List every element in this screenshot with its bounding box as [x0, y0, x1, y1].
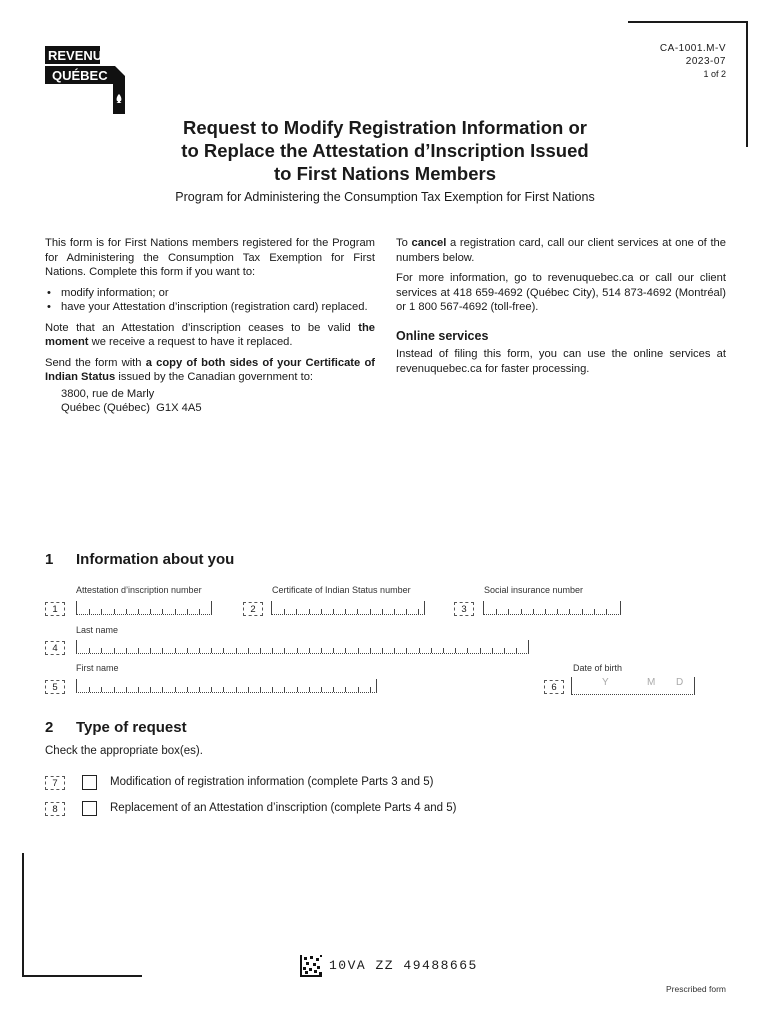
comb-tick: [492, 648, 493, 653]
comb-tick: [101, 648, 102, 653]
form-code-block: [660, 43, 726, 81]
first-name-input[interactable]: [76, 679, 377, 693]
comb-tick: [345, 648, 346, 653]
barcode-number: 10VA ZZ 49488665: [329, 958, 478, 973]
comb-tick: [162, 609, 163, 614]
online-services-paragraph: Instead of filing this form, you can use the online services at revenuquebec.ca for faster processing.: [396, 348, 726, 375]
first-name-label: First name: [76, 663, 119, 673]
comb-tick: [358, 687, 359, 692]
comb-tick: [126, 687, 127, 692]
comb-tick: [370, 648, 371, 653]
corner-mark: [22, 853, 24, 977]
comb-tick: [606, 609, 607, 614]
comb-tick: [309, 648, 310, 653]
comb-tick: [382, 648, 383, 653]
online-services-heading: Online services: [396, 328, 489, 343]
comb-tick: [272, 687, 273, 692]
field-number-1: 1: [45, 602, 65, 616]
comb-tick: [101, 609, 102, 614]
field-number-8: 8: [45, 802, 65, 816]
form-date: 2023-07: [685, 55, 726, 67]
field-number-6: 6: [544, 680, 564, 694]
comb-tick: [431, 648, 432, 653]
field-number-7: 7: [45, 776, 65, 790]
comb-tick: [260, 648, 261, 653]
comb-tick: [358, 648, 359, 653]
intro-right-column: [396, 236, 726, 382]
comb-tick: [272, 648, 273, 653]
mailing-address-line: 3800, rue de Marly: [61, 387, 155, 400]
comb-tick: [211, 648, 212, 653]
send-instructions: Send the form with a copy of both sides of your Certificate of Indian Status issued by the Canadian government to:: [45, 356, 375, 383]
comb-tick: [533, 609, 534, 614]
comb-tick: [211, 687, 212, 692]
comb-tick: [187, 687, 188, 692]
comb-tick: [284, 687, 285, 692]
comb-tick: [418, 609, 419, 614]
comb-tick: [406, 648, 407, 653]
datamatrix-barcode: [300, 955, 322, 977]
comb-tick: [162, 687, 163, 692]
comb-tick: [508, 609, 509, 614]
sin-label: Social insurance number: [484, 585, 584, 595]
last-name-input[interactable]: [76, 640, 529, 654]
intro-paragraph: This form is for First Nations members registered for the Program for Administering the Consumption Tax Exemption for First Nations. Complete this form if you want to:: [45, 237, 375, 278]
comb-tick: [150, 687, 151, 692]
revenu-quebec-logo: [45, 46, 130, 116]
comb-tick: [480, 648, 481, 653]
comb-tick: [357, 609, 358, 614]
comb-tick: [187, 648, 188, 653]
comb-tick: [333, 648, 334, 653]
certificate-number-input[interactable]: [271, 601, 425, 615]
comb-tick: [138, 648, 139, 653]
comb-tick: [89, 687, 90, 692]
form-subtitle: Program for Administering the Consumption Tax Exemption for First Nations: [175, 190, 595, 204]
replacement-checkbox[interactable]: [82, 801, 97, 816]
comb-tick: [345, 687, 346, 692]
comb-tick: [419, 648, 420, 653]
corner-mark: [746, 21, 748, 147]
comb-tick: [138, 609, 139, 614]
comb-tick: [545, 609, 546, 614]
comb-tick: [321, 609, 322, 614]
comb-tick: [333, 609, 334, 614]
comb-tick: [89, 648, 90, 653]
comb-tick: [557, 609, 558, 614]
validity-note: Note that an Attestation d’inscription ceases to be valid the moment we receive a request to have it replaced.: [45, 321, 375, 348]
comb-tick: [199, 687, 200, 692]
attestation-number-label: Attestation d’inscription number: [76, 585, 202, 595]
section-2-instruction: Check the appropriate box(es).: [45, 745, 203, 757]
comb-tick: [467, 648, 468, 653]
comb-tick: [101, 687, 102, 692]
comb-tick: [126, 609, 127, 614]
comb-tick: [248, 687, 249, 692]
section-2-title: Type of request: [76, 719, 187, 736]
section-1-number: 1: [45, 551, 54, 568]
date-of-birth-input[interactable]: [571, 677, 695, 695]
section-1-title: Information about you: [76, 551, 235, 568]
comb-tick: [382, 609, 383, 614]
comb-tick: [248, 648, 249, 653]
comb-tick: [284, 609, 285, 614]
bullet-item: • have your Attestation d’inscription (registration card) replaced.: [61, 300, 375, 315]
comb-tick: [297, 687, 298, 692]
comb-tick: [236, 687, 237, 692]
comb-tick: [394, 609, 395, 614]
corner-mark: [22, 975, 142, 977]
form-title: Request to Modify Registration Information or to Replace the Attestation d’Inscription Issued to First Nations Members: [181, 117, 589, 184]
mailing-address-line: Québec (Québec) G1X 4A5: [61, 402, 202, 414]
website-link[interactable]: revenuquebec.ca: [396, 362, 482, 375]
section-2-number: 2: [45, 719, 54, 736]
comb-tick: [370, 687, 371, 692]
sin-input[interactable]: [483, 601, 621, 615]
comb-tick: [297, 648, 298, 653]
comb-tick: [236, 648, 237, 653]
comb-tick: [296, 609, 297, 614]
comb-tick: [455, 648, 456, 653]
comb-tick: [150, 648, 151, 653]
comb-tick: [284, 648, 285, 653]
comb-tick: [260, 687, 261, 692]
form-code: CA-1001.M-V: [659, 43, 726, 54]
comb-tick: [345, 609, 346, 614]
comb-tick: [516, 648, 517, 653]
certificate-number-label: Certificate of Indian Status number: [272, 585, 411, 595]
intro-bullets: [45, 286, 375, 315]
comb-tick: [187, 609, 188, 614]
dob-label: Date of birth: [573, 663, 623, 673]
comb-tick: [114, 687, 115, 692]
dob-year-placeholder: Y: [602, 677, 609, 688]
field-number-4: 4: [45, 641, 65, 655]
comb-tick: [175, 687, 176, 692]
comb-tick: [370, 609, 371, 614]
prescribed-form-label: Prescribed form: [666, 984, 726, 994]
comb-tick: [162, 648, 163, 653]
svg-text:REVENU: REVENU: [48, 48, 103, 63]
comb-tick: [150, 609, 151, 614]
replacement-option-label: Replacement of an Attestation d’inscription (complete Parts 4 and 5): [110, 802, 457, 814]
comb-tick: [114, 648, 115, 653]
comb-tick: [321, 648, 322, 653]
comb-tick: [333, 687, 334, 692]
attestation-number-input[interactable]: [76, 601, 212, 615]
comb-tick: [309, 687, 310, 692]
comb-tick: [175, 648, 176, 653]
comb-tick: [521, 609, 522, 614]
dob-month-placeholder: M: [647, 677, 656, 688]
comb-tick: [114, 609, 115, 614]
comb-tick: [126, 648, 127, 653]
field-number-5: 5: [45, 680, 65, 694]
last-name-label: Last name: [76, 625, 119, 635]
comb-tick: [199, 609, 200, 614]
comb-tick: [223, 687, 224, 692]
comb-tick: [394, 648, 395, 653]
website-link[interactable]: revenuquebec.ca: [547, 272, 634, 284]
field-number-2: 2: [243, 602, 263, 616]
corner-mark: [628, 21, 748, 23]
svg-text:QUÉBEC: QUÉBEC: [52, 68, 108, 83]
modification-option-label: Modification of registration information (complete Parts 3 and 5): [110, 776, 434, 788]
contact-paragraph: For more information, go to revenuquebec.ca or call our client services at 418 659-4692 (Québec City), 514 873-4692 (Montréal) or 1 800 567-4692 (toll-free).: [396, 272, 726, 313]
comb-tick: [569, 609, 570, 614]
comb-tick: [138, 687, 139, 692]
comb-tick: [406, 609, 407, 614]
modification-checkbox[interactable]: [82, 775, 97, 790]
comb-tick: [223, 648, 224, 653]
comb-tick: [594, 609, 595, 614]
bullet-item: • modify information; or: [61, 286, 375, 301]
dob-day-placeholder: D: [676, 677, 684, 688]
comb-tick: [199, 648, 200, 653]
page-number: 1 of 2: [703, 69, 726, 79]
comb-tick: [582, 609, 583, 614]
cancel-paragraph: To cancel a registration card, call our client services at one of the numbers below.: [396, 237, 726, 264]
comb-tick: [496, 609, 497, 614]
field-number-3: 3: [454, 602, 474, 616]
comb-tick: [89, 609, 90, 614]
comb-tick: [175, 609, 176, 614]
comb-tick: [504, 648, 505, 653]
intro-left-column: [45, 236, 375, 416]
comb-tick: [443, 648, 444, 653]
comb-tick: [309, 609, 310, 614]
comb-tick: [321, 687, 322, 692]
